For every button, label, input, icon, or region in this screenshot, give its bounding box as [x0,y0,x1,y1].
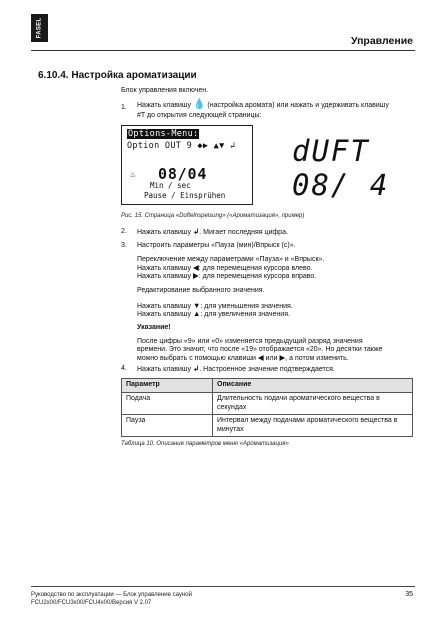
step-2-number: 2. [121,228,127,235]
lcd-units: Min / sec [150,181,191,190]
footer-divider [31,586,415,587]
segment-display-line-2: 08/ 4 [292,168,390,202]
enter-key-icon: ↲ [192,227,200,236]
down-arrow-icon: ▼ [192,301,201,310]
right-post: : для перемещения курсора вправо. [198,273,317,280]
intro-text: Блок управления включен. [121,87,209,94]
table-row [122,393,413,415]
step-1-pre: Нажать клавишу [137,102,192,109]
up-post: : для увеличения значения. [200,311,290,318]
step-1-line-2: #T до открытия следующей страницы: [137,112,262,119]
left-post: : для перемещения курсора влево. [198,265,313,272]
step-4-number: 4. [121,365,127,372]
step-3-number: 3. [121,242,127,249]
section-title: 6.10.4. Настройка ароматизации [38,70,197,81]
page-number: 35 [405,591,413,598]
right-key-instruction [137,272,316,282]
lcd-value: 08/04 [158,165,208,183]
down-post: : для уменьшения значения. [200,303,293,310]
footer-line-1: Руководство по эксплуатации — Блок управление сауной [31,592,192,598]
note-line-1: После цифры «9» или «0» изменяется предыдущий разряд значения [137,338,363,345]
brand-logo [31,14,48,42]
right-pre: Нажать клавишу [137,273,192,280]
step-4-post: . Настроенное значение подтверждается. [199,366,335,373]
left-arrow-icon: ◀ [257,353,264,362]
table-cell-parameter: Пауза [122,415,213,437]
left-pre: Нажать клавишу [137,265,192,272]
note-line-2: времени. Это значит, что после «19» отображается «20». Но десятки также [137,346,383,353]
aroma-key-icon: 💧 [192,99,206,110]
lcd-aroma-icon: ♨ [130,170,136,180]
step-1-post: (настройка аромата) или нажать и удерживать клавишу [207,102,389,109]
step-2-text [137,228,288,238]
step-1-number: 1. [121,104,127,111]
footer-line-2: FCU2x00/FCU3x00/FCU4x00/Версия V 2.07 [31,600,152,606]
table-header-row [122,379,413,393]
table-cell-parameter: Подача [122,393,213,415]
up-key-instruction [137,310,290,320]
segment-display-line-1: dUFT [292,134,370,168]
header-title: Управление [350,35,413,47]
logo-text: FASEL [36,17,43,39]
edit-text: Редактирование выбранного значения. [137,287,265,294]
step-2-pre: Нажать клавишу [137,229,192,236]
table-caption: Таблица 10. Описание параметров меню «Ароматизация» [121,441,289,447]
parameters-table [121,378,413,437]
step-1-line-1 [137,101,389,111]
figure-caption: Рис. 15. Страница «Duftelnspeisung» («Ароматизация», пример) [121,213,305,219]
note-line-3-pre: можно выбрать с помощью клавиши [137,355,256,362]
step-4-pre: Нажать клавишу [137,366,192,373]
step-3-text: Настроить параметры «Пауза (мин)/Впрыск (с)». [137,242,296,249]
left-arrow-icon: ◀ [192,263,199,272]
step-4-text [137,365,335,375]
note-line-3-mid: или [265,355,278,362]
lcd-mode: Pause / Einsprühen [144,191,226,200]
table-header-description: Описание [213,379,413,393]
lcd-display [121,125,253,205]
step-2-post: . Мигает последняя цифра. [199,229,288,236]
down-pre: Нажать клавишу [137,303,192,310]
up-arrow-icon: ▲ [192,309,201,318]
switch-intro: Переключение между параметрами «Пауза» и «Впрыск». [137,256,325,263]
table-cell-description: Длительность подачи ароматического вещества в секундах [213,393,413,415]
header-divider [31,50,415,51]
enter-key-icon: ↲ [192,364,200,373]
lcd-option-line: Option OUT 9 ◆▶ ▲▼ ↲ [127,141,236,151]
table-header-parameter: Параметр [122,379,213,393]
up-pre: Нажать клавишу [137,311,192,318]
right-arrow-icon: ▶ [192,271,199,280]
note-line-3-post: , а потом изменить. [285,355,349,362]
right-arrow-icon: ▶ [279,353,286,362]
note-line-3 [137,354,349,364]
table-cell-description: Интервал между подачами ароматического вещества в минутах [213,415,413,437]
note-title: Указание! [137,324,171,331]
lcd-menu-title: Options-Menu: [128,129,199,139]
table-row [122,415,413,437]
